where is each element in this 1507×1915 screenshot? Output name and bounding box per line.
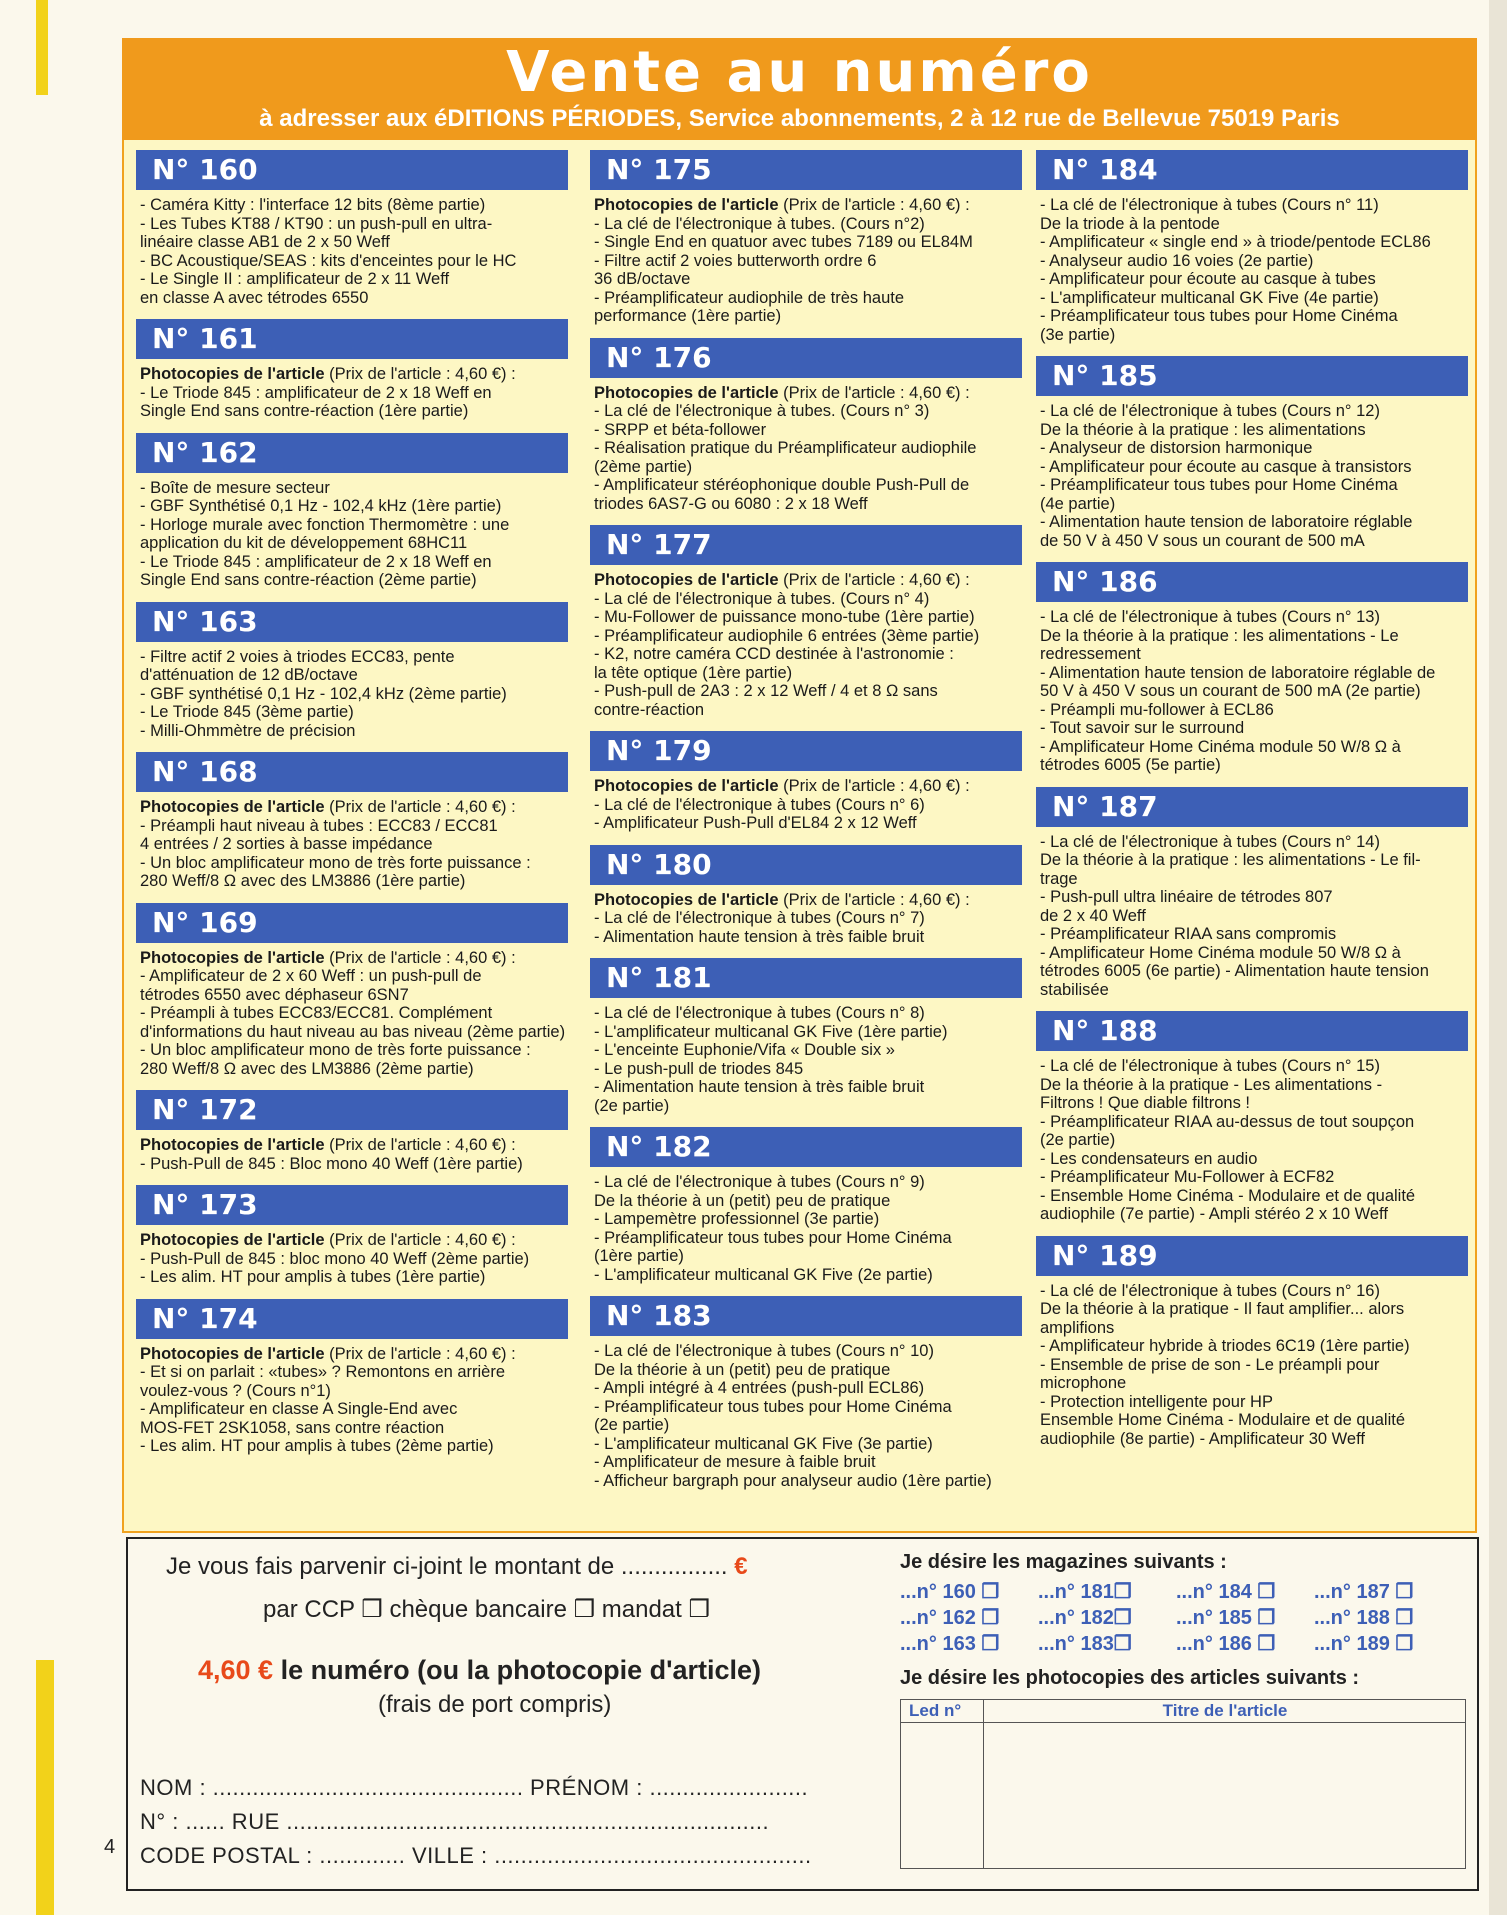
issue-content-line: - Préamplificateur tous tubes pour Home Cinéma xyxy=(594,1397,952,1416)
issue-content-line: Photocopies de l'article (Prix de l'article : 4,60 €) : xyxy=(594,777,970,795)
issue-content-line: audiophile (8e partie) - Amplificateur 30 Weff xyxy=(1040,1429,1365,1448)
issue-content-line: Photocopies de l'article (Prix de l'article : 4,60 €) : xyxy=(594,383,970,402)
issue-number-heading: N° 186 xyxy=(1036,562,1468,602)
issue-content-line: Ensemble Home Cinéma - Modulaire et de qualité xyxy=(1040,1411,1406,1429)
issue-content-line: 280 Weff/8 Ω avec des LM3886 (2ème partie) xyxy=(140,1059,474,1078)
magazine-checkbox[interactable]: ...n° 184 ❒ xyxy=(1176,1581,1276,1603)
issue-content-line: (2e partie) xyxy=(594,1096,670,1115)
issue-block xyxy=(136,1299,568,1456)
issue-content-line: - Préampli haut niveau à tubes : ECC83 / ECC81 xyxy=(140,816,498,835)
issue-content-line: - Push-Pull de 845 : Bloc mono 40 Weff (1ère partie) xyxy=(140,1154,523,1173)
issue-content-line: linéaire classe AB1 de 2 x 50 Weff xyxy=(140,233,390,251)
issue-content-line: - Alimentation haute tension à très faible bruit xyxy=(594,927,925,946)
issue-content-line: - Tout savoir sur le surround xyxy=(1040,719,1245,737)
issue-number-heading: N° 183 xyxy=(590,1296,1022,1336)
issue-content-line: - Amplificateur Push-Pull d'EL84 2 x 12 Weff xyxy=(594,814,917,832)
banner-address: à adresser aux éDITIONS PÉRIODES, Service abonnements, 2 à 12 rue de Bellevue 75019 Paris xyxy=(259,105,1340,132)
issue-block xyxy=(590,525,1022,719)
issue-content-line: - Push-pull de 2A3 : 2 x 12 Weff / 4 et 8 Ω sans xyxy=(594,682,938,700)
issue-number-heading: N° 188 xyxy=(1036,1011,1468,1051)
issue-content-line: - Amplificateur de mesure à faible bruit xyxy=(594,1453,876,1471)
issue-content-line: - Et si on parlait : «tubes» ? Remontons en arrière xyxy=(140,1363,506,1381)
issue-content-line: - Horloge murale avec fonction Thermomètre : une xyxy=(140,515,510,534)
issue-content-line: stabilisée xyxy=(1040,980,1109,999)
issue-number-heading: N° 175 xyxy=(590,150,1022,190)
issue-number-heading: N° 161 xyxy=(136,319,568,359)
issue-contents xyxy=(590,571,1022,719)
amount-text: Je vous fais parvenir ci-joint le montant de ................ xyxy=(166,1553,728,1580)
issue-content-line: - L'amplificateur multicanal GK Five (2e partie) xyxy=(594,1265,933,1284)
issue-block xyxy=(1036,1236,1468,1449)
issue-content-line: amplifions xyxy=(1040,1318,1115,1337)
issue-content-line: Photocopies de l'article (Prix de l'article : 4,60 €) : xyxy=(594,571,970,589)
issue-content-line: Photocopies de l'article (Prix de l'article : 4,60 €) : xyxy=(140,1231,516,1249)
issue-content-line: - Protection intelligente pour HP xyxy=(1040,1392,1273,1411)
issue-block xyxy=(590,338,1022,514)
articles-table-divider xyxy=(901,1700,984,1868)
issues-column-left xyxy=(136,150,568,1468)
issue-content-line: - Préamplificateur Mu-Follower à ECF82 xyxy=(1040,1168,1335,1186)
issue-contents xyxy=(590,891,1022,947)
issue-content-line: - Amplificateur pour écoute au casque à tubes xyxy=(1040,270,1376,288)
issue-content-line: performance (1ère partie) xyxy=(594,307,782,325)
issue-content-line: - Préamplificateur tous tubes pour Home Cinéma xyxy=(1040,476,1398,494)
magazine-checkbox[interactable]: ...n° 183❒ xyxy=(1038,1633,1132,1655)
issue-content-line: De la théorie à la pratique : les alimentations xyxy=(1040,420,1366,439)
issues-column-right xyxy=(1036,150,1468,1460)
issue-content-line: - Le Single II : amplificateur de 2 x 11 Weff xyxy=(140,270,450,288)
issue-content-line: - Les condensateurs en audio xyxy=(1040,1149,1258,1168)
issue-contents xyxy=(1036,833,1468,1000)
issue-contents xyxy=(1036,402,1468,550)
issue-content-line: - Alimentation haute tension de laboratoire réglable xyxy=(1040,513,1413,531)
page-number: 4 xyxy=(104,1836,116,1858)
issue-number-heading: N° 181 xyxy=(590,958,1022,998)
issue-block xyxy=(136,433,568,590)
issue-content-line: - Le Triode 845 : amplificateur de 2 x 18 Weff en xyxy=(140,552,492,571)
issue-content-line: Single End sans contre-réaction (1ère partie) xyxy=(140,402,469,420)
issue-block xyxy=(1036,787,1468,1000)
issue-content-line: Photocopies de l'article (Prix de l'article : 4,60 €) : xyxy=(594,196,970,214)
issue-block xyxy=(136,150,568,307)
issue-contents xyxy=(1036,196,1468,344)
issue-number-heading: N° 182 xyxy=(590,1127,1022,1167)
issue-content-line: - Amplificateur stéréophonique double Push-Pull de xyxy=(594,476,970,494)
issue-content-line: - SRPP et béta-follower xyxy=(594,420,767,439)
shipping-note: (frais de port compris) xyxy=(378,1691,612,1718)
issue-number-heading: N° 179 xyxy=(590,731,1022,771)
issue-content-line: de 2 x 40 Weff xyxy=(1040,906,1146,925)
issue-contents xyxy=(1036,1282,1468,1449)
issue-content-line: audiophile (7e partie) - Ampli stéréo 2 x 10 Weff xyxy=(1040,1205,1388,1223)
issue-number-heading: N° 168 xyxy=(136,752,568,792)
issue-content-line: - Les Tubes KT88 / KT90 : un push-pull en ultra- xyxy=(140,214,493,233)
issue-contents xyxy=(136,479,568,590)
issue-content-line: - Amplificateur de 2 x 60 Weff : un push-pull de xyxy=(140,967,482,985)
issue-number-heading: N° 160 xyxy=(136,150,568,190)
issue-content-line: - Analyseur audio 16 voies (2e partie) xyxy=(1040,251,1314,270)
issue-content-line: - Boîte de mesure secteur xyxy=(140,478,330,497)
issue-number-heading: N° 176 xyxy=(590,338,1022,378)
issue-content-line: - La clé de l'électronique à tubes. (Cours n° 3) xyxy=(594,402,930,420)
issue-number-heading: N° 185 xyxy=(1036,356,1468,396)
issue-contents xyxy=(136,798,568,891)
issue-block xyxy=(136,752,568,891)
yellow-margin-bar-top xyxy=(36,0,48,95)
issue-content-line: - Préamplificateur audiophile de très haute xyxy=(594,288,905,307)
issue-block xyxy=(1036,356,1468,550)
issue-content-line: voulez-vous ? (Cours n°1) xyxy=(140,1381,331,1400)
issue-content-line: De la théorie à un (petit) peu de pratique xyxy=(594,1191,891,1210)
issue-content-line: - L'amplificateur multicanal GK Five (1ère partie) xyxy=(594,1022,948,1041)
issue-block xyxy=(136,602,568,741)
issue-number-heading: N° 173 xyxy=(136,1185,568,1225)
magazine-checkbox[interactable]: ...n° 182❒ xyxy=(1038,1607,1132,1629)
issues-column-middle xyxy=(590,150,1022,1502)
issue-content-line: - Amplificateur Home Cinéma module 50 W/8 Ω à xyxy=(1040,943,1401,962)
issue-content-line: contre-réaction xyxy=(594,700,705,719)
amount-line xyxy=(166,1553,748,1581)
price-line xyxy=(198,1655,761,1686)
issue-content-line: - Ensemble Home Cinéma - Modulaire et de qualité xyxy=(1040,1186,1416,1205)
issue-block xyxy=(590,958,1022,1115)
issue-content-line: - GBF Synthétisé 0,1 Hz - 102,4 kHz (1ère partie) xyxy=(140,497,502,515)
issue-content-line: Filtrons ! Que diable filtrons ! xyxy=(1040,1094,1251,1112)
issue-contents xyxy=(1036,1057,1468,1224)
issue-content-line: - La clé de l'électronique à tubes (Cours n° 8) xyxy=(594,1004,925,1022)
issue-content-line: - Milli-Ohmmètre de précision xyxy=(140,721,356,740)
issue-content-line: - Le Triode 845 (3ème partie) xyxy=(140,703,354,721)
issue-content-line: - Le push-pull de triodes 845 xyxy=(594,1059,804,1078)
magazine-row xyxy=(900,1579,1475,1605)
magazines-title: Je désire les magazines suivants : xyxy=(900,1551,1227,1573)
issue-block xyxy=(590,731,1022,833)
issue-content-line: - Filtre actif 2 voies à triodes ECC83, pente xyxy=(140,647,455,666)
column-issue-number: Led n° xyxy=(909,1701,962,1720)
issue-content-line: - Amplificateur Home Cinéma module 50 W/8 Ω à xyxy=(1040,737,1401,756)
issue-content-line: - Amplificateur hybride à triodes 6C19 (1ère partie) xyxy=(1040,1337,1410,1355)
articles-table-header xyxy=(901,1700,1465,1723)
issue-content-line: - Alimentation haute tension à très faible bruit xyxy=(594,1078,925,1096)
issue-content-line: - Alimentation haute tension de laboratoire réglable de xyxy=(1040,663,1436,682)
issue-content-line: - Préampli à tubes ECC83/ECC81. Complément xyxy=(140,1004,493,1022)
issue-block xyxy=(590,845,1022,947)
issue-content-line: - GBF synthétisé 0,1 Hz - 102,4 kHz (2ème partie) xyxy=(140,684,507,703)
issue-content-line: - L'amplificateur multicanal GK Five (3e partie) xyxy=(594,1434,933,1453)
issue-contents xyxy=(136,1136,568,1173)
issue-content-line: - Réalisation pratique du Préamplificateur audiophile xyxy=(594,439,977,457)
issue-number-heading: N° 177 xyxy=(590,525,1022,565)
issue-content-line: - La clé de l'électronique à tubes (Cours n° 6) xyxy=(594,795,925,814)
issue-block xyxy=(590,1296,1022,1490)
issue-content-line: MOS-FET 2SK1058, sans contre réaction xyxy=(140,1418,445,1437)
euro-symbol: € xyxy=(734,1553,748,1580)
magazine-checkbox[interactable]: ...n° 188 ❒ xyxy=(1314,1607,1414,1629)
order-form-right xyxy=(900,1539,1475,1889)
issue-content-line: - Préamplificateur RIAA sans compromis xyxy=(1040,925,1337,943)
issue-content-line: (4e partie) xyxy=(1040,494,1116,513)
issue-content-line: - La clé de l'électronique à tubes (Cours n° 11) xyxy=(1040,196,1379,214)
issue-block xyxy=(1036,562,1468,775)
issue-content-line: (2e partie) xyxy=(1040,1131,1116,1149)
magazine-checkbox[interactable]: ...n° 160 ❒ xyxy=(900,1581,1000,1603)
magazine-checkbox[interactable]: ...n° 186 ❒ xyxy=(1176,1633,1276,1655)
magazine-checkbox[interactable]: ...n° 185 ❒ xyxy=(1176,1607,1276,1629)
issue-content-line: Photocopies de l'article (Prix de l'article : 4,60 €) : xyxy=(140,365,516,383)
issue-number-heading: N° 169 xyxy=(136,903,568,943)
yellow-margin-bar-bottom xyxy=(36,1660,54,1915)
issue-content-line: - La clé de l'électronique à tubes (Cours n° 16) xyxy=(1040,1281,1380,1300)
issue-content-line: - Préamplificateur RIAA au-dessus de tout soupçon xyxy=(1040,1112,1415,1131)
issue-content-line: 36 dB/octave xyxy=(594,270,691,288)
issue-content-line: - K2, notre caméra CCD destinée à l'astronomie : xyxy=(594,645,954,663)
issue-content-line: - La clé de l'électronique à tubes (Cours n° 14) xyxy=(1040,832,1380,851)
issue-content-line: Photocopies de l'article (Prix de l'article : 4,60 €) : xyxy=(594,890,970,909)
issue-content-line: - Un bloc amplificateur mono de très forte puissance : xyxy=(140,1041,531,1059)
issue-content-line: d'atténuation de 12 dB/octave xyxy=(140,666,358,684)
issue-content-line: - Préampli mu-follower à ECL86 xyxy=(1040,700,1274,719)
issue-contents xyxy=(590,1004,1022,1115)
issue-content-line: - Ensemble de prise de son - Le préampli pour xyxy=(1040,1355,1380,1374)
issue-content-line: - Préamplificateur tous tubes pour Home Cinéma xyxy=(594,1228,952,1247)
magazine-checkbox[interactable]: ...n° 162 ❒ xyxy=(900,1607,1000,1629)
issue-content-line: microphone xyxy=(1040,1374,1127,1392)
issue-content-line: - Push-pull ultra linéaire de tétrodes 807 xyxy=(1040,888,1333,906)
issue-content-line: - Analyseur de distorsion harmonique xyxy=(1040,439,1313,457)
issue-block xyxy=(590,1127,1022,1284)
issue-content-line: De la théorie à un (petit) peu de pratique xyxy=(594,1360,891,1379)
issue-content-line: - Push-Pull de 845 : bloc mono 40 Weff (2ème partie) xyxy=(140,1249,530,1268)
issue-contents xyxy=(136,1345,568,1456)
magazine-checkbox-grid xyxy=(900,1579,1475,1657)
issue-content-line: tétrodes 6005 (5e partie) xyxy=(1040,756,1221,774)
issue-content-line: (2e partie) xyxy=(594,1416,670,1434)
issue-number-heading: N° 162 xyxy=(136,433,568,473)
issue-contents xyxy=(590,196,1022,326)
issue-content-line: (2ème partie) xyxy=(594,457,693,476)
issue-contents xyxy=(136,1231,568,1287)
issue-content-line: 50 V à 450 V sous un courant de 500 mA (2e partie) xyxy=(1040,682,1421,700)
issue-content-line: De la théorie à la pratique : les alimentations - Le xyxy=(1040,626,1399,645)
issue-contents xyxy=(590,1173,1022,1284)
issue-content-line: - Ampli intégré à 4 entrées (push-pull ECL86) xyxy=(594,1379,925,1397)
issue-number-heading: N° 172 xyxy=(136,1090,568,1130)
price-value: 4,60 € xyxy=(198,1655,274,1685)
issue-content-line: - La clé de l'électronique à tubes (Cours n° 9) xyxy=(594,1173,925,1191)
issue-content-line: application du kit de développement 68HC11 xyxy=(140,534,468,552)
issue-number-heading: N° 163 xyxy=(136,602,568,642)
issue-number-heading: N° 184 xyxy=(1036,150,1468,190)
issue-block xyxy=(1036,150,1468,344)
issue-content-line: - BC Acoustique/SEAS : kits d'enceintes pour le HC xyxy=(140,251,517,270)
issue-content-line: - La clé de l'électronique à tubes. (Cours n°2) xyxy=(594,214,925,233)
issue-content-line: - La clé de l'électronique à tubes (Cours n° 12) xyxy=(1040,402,1380,420)
magazine-row xyxy=(900,1605,1475,1631)
magazine-checkbox[interactable]: ...n° 187 ❒ xyxy=(1314,1581,1414,1603)
issue-content-line: d'informations du haut niveau au bas niveau (2ème partie) xyxy=(140,1022,566,1041)
issue-content-line: tétrodes 6005 (6e partie) - Alimentation haute tension xyxy=(1040,962,1429,980)
issue-content-line: 4 entrées / 2 sorties à basse impédance xyxy=(140,835,433,853)
issue-number-heading: N° 174 xyxy=(136,1299,568,1339)
issue-content-line: - La clé de l'électronique à tubes (Cours n° 7) xyxy=(594,909,925,927)
issue-content-line: tétrodes 6550 avec déphaseur 6SN7 xyxy=(140,985,409,1004)
issue-contents xyxy=(136,196,568,307)
issue-block xyxy=(136,1090,568,1173)
magazine-checkbox[interactable]: ...n° 163 ❒ xyxy=(900,1633,1000,1655)
issue-content-line: (3e partie) xyxy=(1040,325,1116,344)
issue-number-heading: N° 187 xyxy=(1036,787,1468,827)
issue-content-line: de 50 V à 450 V sous un courant de 500 mA xyxy=(1040,531,1365,550)
magazine-row xyxy=(900,1631,1475,1657)
issue-content-line: - Lampemètre professionnel (3e partie) xyxy=(594,1210,880,1228)
issue-number-heading: N° 180 xyxy=(590,845,1022,885)
issue-content-line: - Préamplificateur audiophile 6 entrées (3ème partie) xyxy=(594,626,980,645)
issue-content-line: - Mu-Follower de puissance mono-tube (1ère partie) xyxy=(594,608,975,626)
issue-content-line: la tête optique (1ère partie) xyxy=(594,663,793,682)
issue-content-line: redressement xyxy=(1040,645,1141,663)
issue-content-line: - Amplificateur pour écoute au casque à transistors xyxy=(1040,457,1412,476)
issue-content-line: - L'enceinte Euphonie/Vifa « Double six » xyxy=(594,1041,895,1059)
issue-content-line: - La clé de l'électronique à tubes (Cours n° 13) xyxy=(1040,608,1380,626)
issue-contents xyxy=(136,365,568,421)
photocopies-title: Je désire les photocopies des articles suivants : xyxy=(900,1667,1360,1689)
articles-table xyxy=(900,1699,1466,1869)
issue-content-line: - Afficheur bargraph pour analyseur audio (1ère partie) xyxy=(594,1471,992,1490)
issue-content-line: 280 Weff/8 Ω avec des LM3886 (1ère partie) xyxy=(140,872,466,890)
issue-content-line: De la triode à la pentode xyxy=(1040,214,1220,233)
banner xyxy=(122,38,1477,140)
issue-content-line: - Filtre actif 2 voies butterworth ordre 6 xyxy=(594,251,877,270)
issue-content-line: - La clé de l'électronique à tubes (Cours n° 15) xyxy=(1040,1057,1380,1075)
issue-contents xyxy=(136,949,568,1079)
issue-content-line: Photocopies de l'article (Prix de l'article : 4,60 €) : xyxy=(140,948,516,967)
price-description: le numéro (ou la photocopie d'article) xyxy=(273,1655,762,1685)
issue-content-line: Single End sans contre-réaction (2ème partie) xyxy=(140,571,477,589)
page-edge xyxy=(1489,0,1507,1915)
issue-block xyxy=(136,319,568,421)
issue-content-line: - Les alim. HT pour amplis à tubes (1ère partie) xyxy=(140,1268,486,1286)
issue-content-line: De la théorie à la pratique : les alimentations - Le fil- xyxy=(1040,851,1421,869)
issue-content-line: Photocopies de l'article (Prix de l'article : 4,60 €) : xyxy=(140,1136,516,1154)
issue-content-line: De la théorie à la pratique - Les alimentations - xyxy=(1040,1075,1383,1094)
issue-content-line: - Un bloc amplificateur mono de très forte puissance : xyxy=(140,853,531,872)
issue-content-line: - Caméra Kitty : l'interface 12 bits (8ème partie) xyxy=(140,196,486,214)
issue-content-line: - Amplificateur en classe A Single-End avec xyxy=(140,1400,458,1418)
issue-content-line: - Amplificateur « single end » à triode/pentode ECL86 xyxy=(1040,233,1431,251)
issue-content-line: Photocopies de l'article (Prix de l'article : 4,60 €) : xyxy=(140,798,516,816)
order-form-left xyxy=(128,1539,878,1889)
issue-content-line: - Les alim. HT pour amplis à tubes (2ème partie) xyxy=(140,1437,494,1455)
issue-content-line: - L'amplificateur multicanal GK Five (4e partie) xyxy=(1040,288,1379,307)
issue-content-line: - Le Triode 845 : amplificateur de 2 x 18 Weff en xyxy=(140,383,492,402)
payment-options[interactable]: par CCP ❒ chèque bancaire ❒ mandat ❒ xyxy=(263,1596,710,1623)
issue-contents xyxy=(590,384,1022,514)
issue-block xyxy=(1036,1011,1468,1224)
issue-contents xyxy=(136,648,568,741)
name-field-line[interactable]: NOM : ............................................... PRÉNOM : ........................ xyxy=(140,1775,809,1800)
issue-content-line: - La clé de l'électronique à tubes (Cours n° 10) xyxy=(594,1342,934,1360)
issue-content-line: triodes 6AS7-G ou 6080 : 2 x 18 Weff xyxy=(594,494,868,513)
magazine-checkbox[interactable]: ...n° 181❒ xyxy=(1038,1581,1132,1603)
issue-block xyxy=(136,1185,568,1287)
issue-content-line: - La clé de l'électronique à tubes. (Cours n° 4) xyxy=(594,589,930,608)
issue-content-line: - Préamplificateur tous tubes pour Home Cinéma xyxy=(1040,307,1398,325)
magazine-checkbox[interactable]: ...n° 189 ❒ xyxy=(1314,1633,1414,1655)
issue-number-heading: N° 189 xyxy=(1036,1236,1468,1276)
column-article-title: Titre de l'article xyxy=(1162,1701,1288,1720)
issue-contents xyxy=(590,1342,1022,1490)
postcode-city-field-line[interactable]: CODE POSTAL : ............. VILLE : ................................................ xyxy=(140,1843,812,1868)
issue-content-line: Photocopies de l'article (Prix de l'article : 4,60 €) : xyxy=(140,1344,516,1363)
issue-content-line: (1ère partie) xyxy=(594,1247,684,1265)
street-field-line[interactable]: N° : ...... RUE ......................................................................... xyxy=(140,1809,770,1834)
issue-content-line: - Single End en quatuor avec tubes 7189 ou EL84M xyxy=(594,233,973,251)
issue-contents xyxy=(590,777,1022,833)
issue-block xyxy=(136,903,568,1079)
issue-content-line: trage xyxy=(1040,869,1078,888)
page-title: Vente au numéro xyxy=(506,40,1093,105)
issue-content-line: De la théorie à la pratique - Il faut amplifier... alors xyxy=(1040,1300,1405,1318)
order-form xyxy=(126,1537,1479,1891)
issue-contents xyxy=(1036,608,1468,775)
issue-block xyxy=(590,150,1022,326)
issue-content-line: en classe A avec tétrodes 6550 xyxy=(140,288,369,307)
